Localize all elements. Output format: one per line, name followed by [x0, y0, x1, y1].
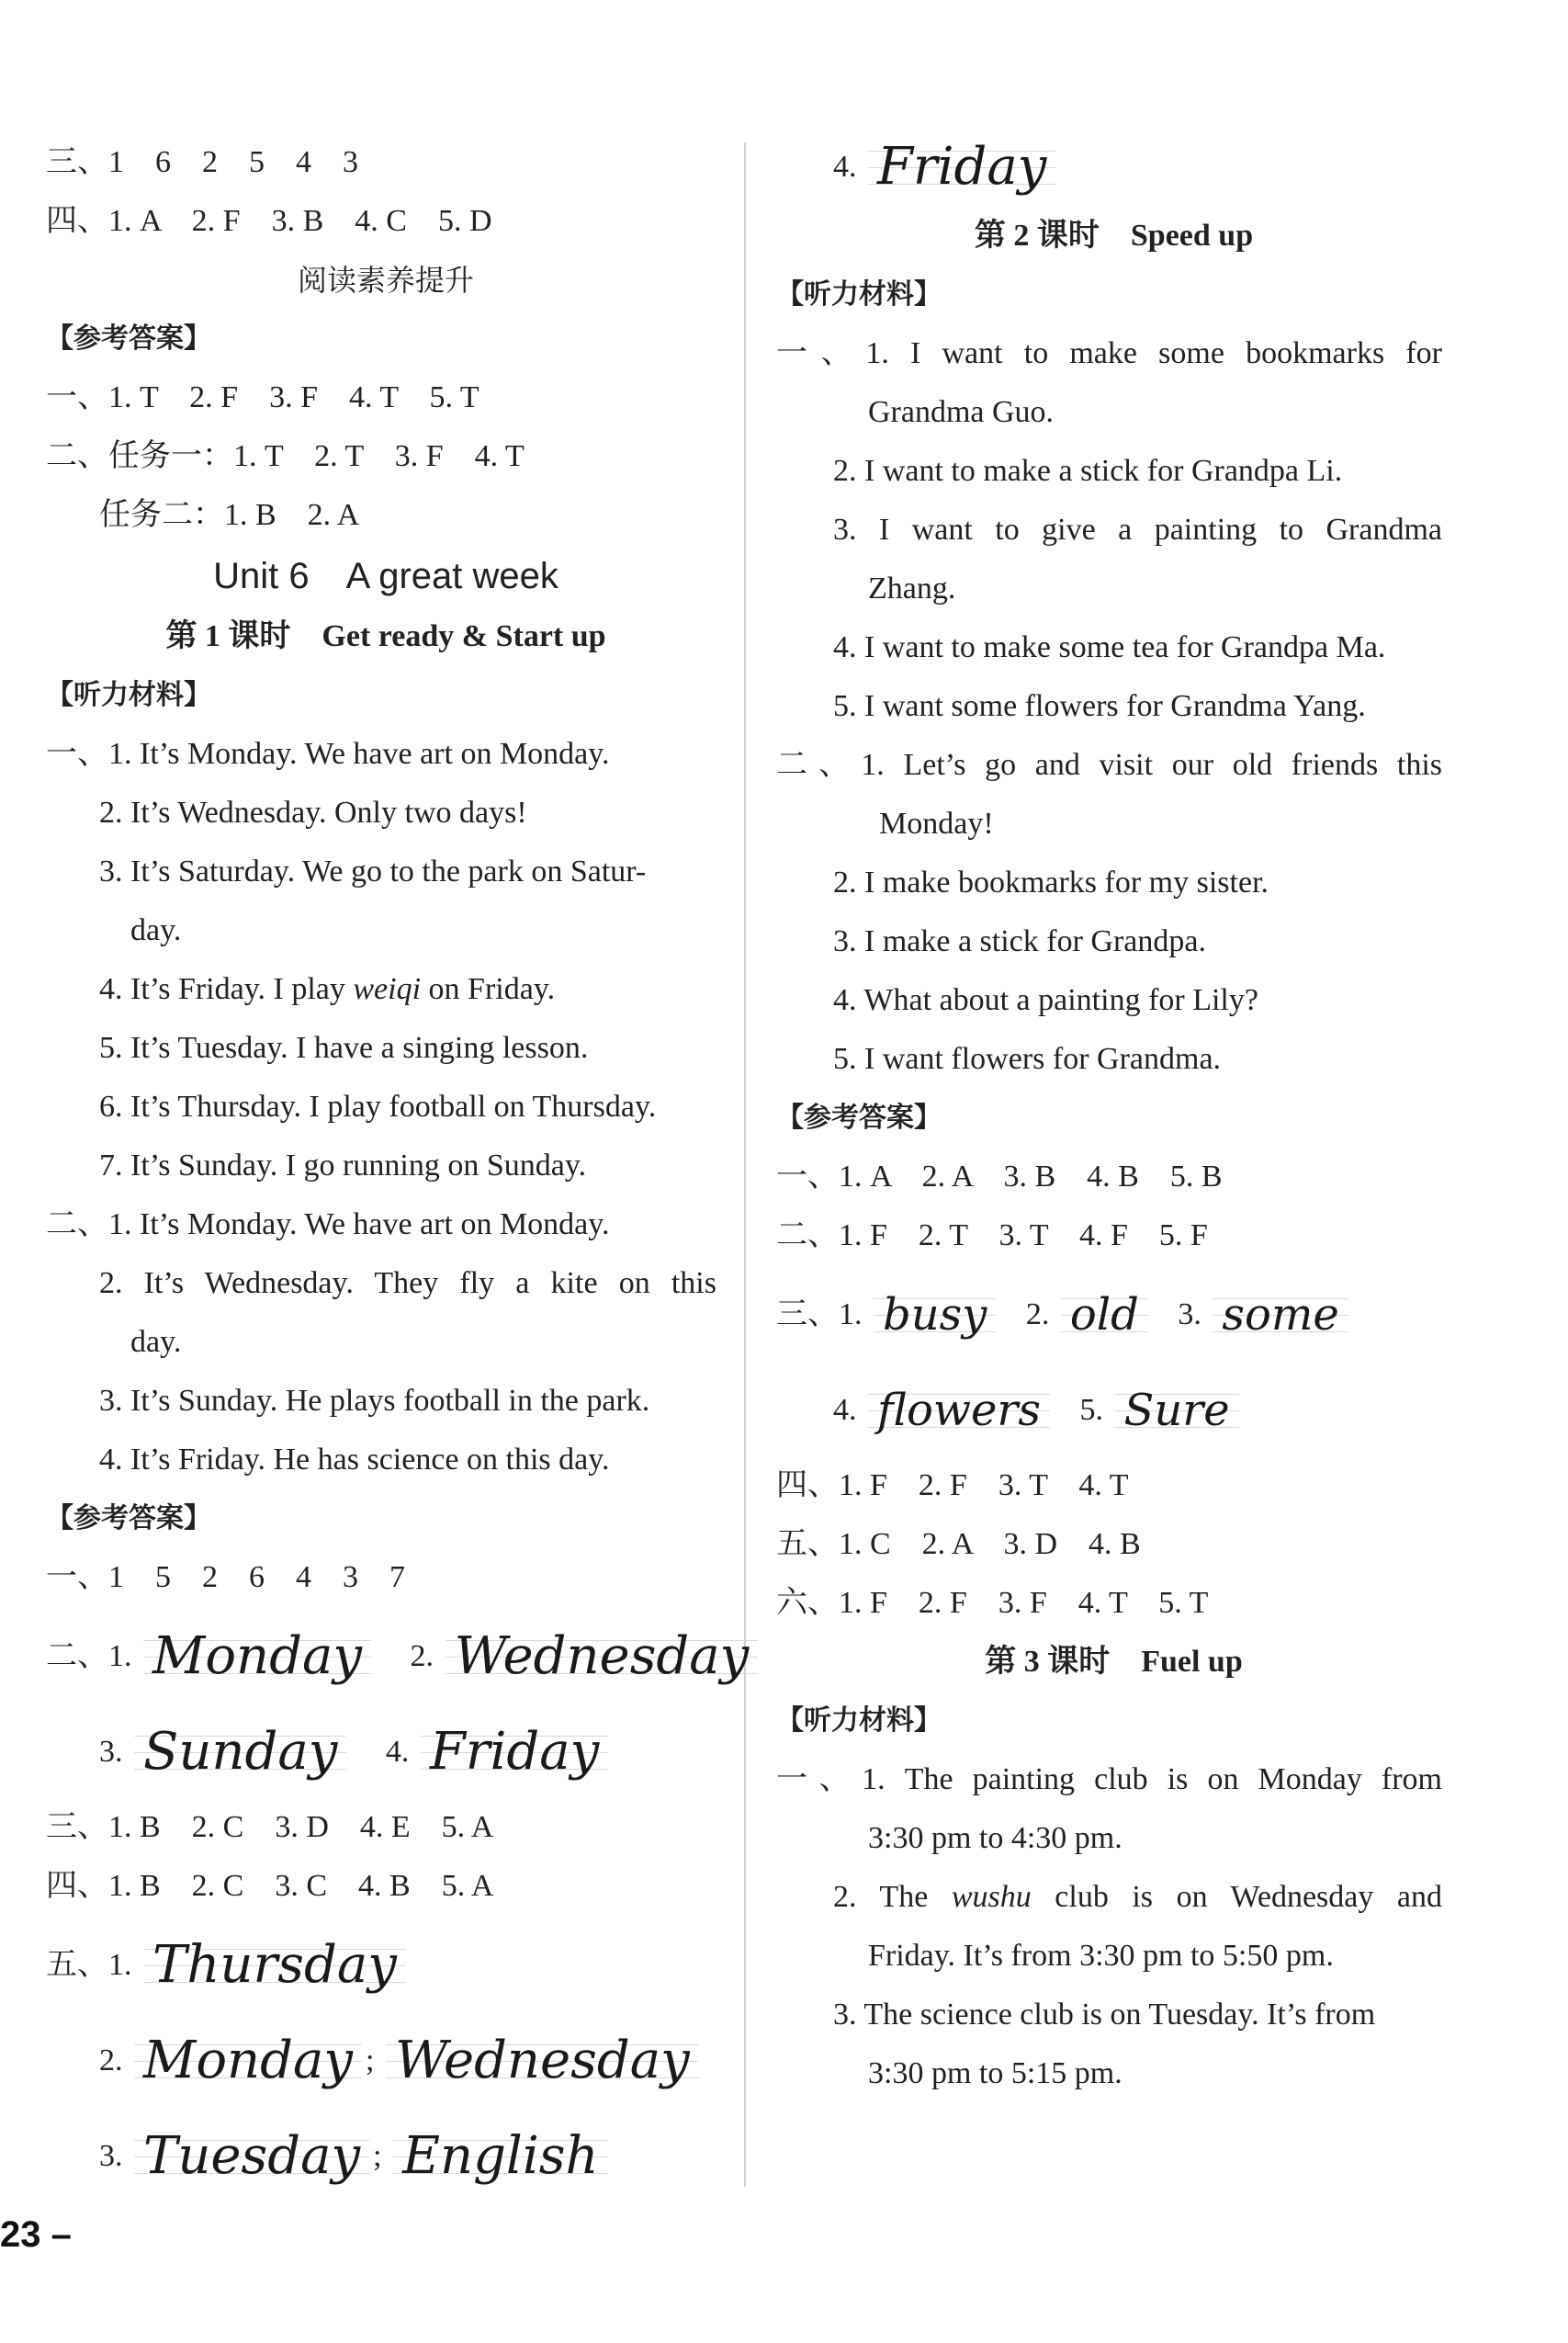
answer-line: 四、1. F 2. F 3. T 4. T [776, 1468, 1129, 1502]
text-span: 2. The [833, 1880, 952, 1914]
page-number: 23 – [0, 2214, 72, 2255]
answer-line: 五、1. C 2. A 3. D 4. B [776, 1527, 1141, 1561]
handwriting-row [46, 2011, 726, 2107]
lesson-title: 第 2 课时 Speed up [974, 219, 1254, 253]
handwritten-answer: Friday [421, 1720, 608, 1784]
listening-sentence [46, 960, 726, 1019]
handwriting-row [776, 1265, 1451, 1361]
answer-line: 四、1. B 2. C 3. C 4. B 5. A [46, 1869, 494, 1903]
italic-word: wushu [951, 1880, 1032, 1914]
question-number: 3. [99, 2139, 123, 2174]
left-column [46, 133, 750, 2202]
question-number: 4. [833, 150, 857, 185]
listening-sentence: day. [130, 1325, 182, 1359]
handwritten-answer: old [1061, 1283, 1148, 1347]
handwritten-answer: flowers [868, 1378, 1050, 1443]
handwritten-answer: Tuesday [134, 2124, 369, 2189]
listening-sentence: Grandma Guo. [868, 395, 1055, 429]
listening-label: 【听力材料】 [776, 1704, 942, 1737]
answer-line: 任务二：1. B 2. A [99, 498, 360, 532]
question-number: 三、1. [776, 1297, 863, 1332]
handwritten-answer: Wednesday [446, 1624, 759, 1689]
text-span: on Friday. [421, 972, 556, 1006]
answer-line: 四、1. A 2. F 3. B 4. C 5. D [46, 204, 492, 238]
answer-key-label: 【参考答案】 [776, 1102, 942, 1134]
unit-title: Unit 6 A great week [213, 556, 558, 596]
answer-line: 一、1. A 2. A 3. B 4. B 5. B [776, 1160, 1223, 1194]
listening-sentence: 7. It’s Sunday. I go running on Sunday. [99, 1149, 587, 1183]
listening-sentence: 一、1. I want to make some bookmarks for [776, 336, 1442, 370]
handwritten-answer: Sure [1114, 1378, 1238, 1443]
handwritten-answer: Monday [143, 1624, 371, 1689]
listening-sentence: 5. It’s Tuesday. I have a singing lesson. [99, 1031, 589, 1065]
question-number: 4. [833, 1393, 857, 1428]
listening-sentence: 3. I make a stick for Grandpa. [833, 924, 1206, 958]
question-number: 2. [99, 2043, 123, 2078]
answer-line: 一、1 5 2 6 4 3 7 [46, 1560, 405, 1594]
handwriting-row [46, 2107, 726, 2202]
listening-sentence: 2. It’s Wednesday. They fly a kite on this [99, 1266, 716, 1300]
listening-sentence: 一、1. The painting club is on Monday from [776, 1762, 1442, 1796]
handwriting-row [46, 1703, 726, 1798]
answer-key-label: 【参考答案】 [46, 1502, 211, 1534]
question-number: 5. [1079, 1393, 1103, 1428]
listening-sentence: 2. It’s Wednesday. Only two days! [99, 796, 527, 830]
question-number: 2. [410, 1639, 434, 1674]
handwriting-row [776, 1361, 1451, 1456]
handwritten-answer: Sunday [134, 1720, 346, 1784]
answer-key-label: 【参考答案】 [46, 323, 211, 355]
listening-sentence: 二、1. Let’s go and visit our old friends this [776, 748, 1442, 782]
lesson-title: 第 3 课时 Fuel up [985, 1645, 1243, 1679]
listening-sentence: 5. I want flowers for Grandma. [833, 1042, 1222, 1076]
question-number: 2. [1025, 1297, 1050, 1332]
separator: ; [373, 2139, 382, 2174]
text-span: club is on Wednesday and [1031, 1880, 1442, 1914]
listening-sentence: 5. I want some flowers for Grandma Yang. [833, 689, 1366, 723]
column-divider [744, 142, 746, 2187]
handwritten-answer: Wednesday [386, 2029, 699, 2093]
question-number: 3. [1178, 1297, 1201, 1332]
listening-sentence: day. [130, 913, 182, 947]
listening-sentence: 3. I want to give a painting to Grandma [833, 513, 1442, 547]
handwritten-answer: Thursday [143, 1933, 406, 1998]
answer-line: 三、1 6 2 5 4 3 [46, 145, 358, 179]
answer-line: 六、1. F 2. F 3. F 4. T 5. T [776, 1586, 1209, 1620]
answer-line: 三、1. B 2. C 3. D 4. E 5. A [46, 1810, 494, 1844]
listening-sentence [776, 1868, 1451, 1927]
question-number: 二、1. [46, 1639, 132, 1674]
question-number: 4. [385, 1735, 410, 1770]
listening-sentence: 3. The science club is on Tuesday. It’s from [833, 1998, 1376, 2032]
right-column [776, 124, 1451, 2103]
handwritten-answer: English [393, 2124, 607, 2189]
question-number: 3. [99, 1735, 123, 1770]
handwritten-answer: some [1213, 1283, 1348, 1347]
handwritten-answer: busy [874, 1283, 996, 1347]
listening-sentence: 4. I want to make some tea for Grandpa Ma. [833, 630, 1386, 664]
answer-line: 二、1. F 2. T 3. T 4. F 5. F [776, 1218, 1208, 1252]
handwriting-row [776, 124, 1451, 207]
listening-sentence: 2. I want to make a stick for Grandpa Li. [833, 454, 1343, 488]
italic-word: weiqi [353, 972, 422, 1006]
listening-sentence: 二、1. It’s Monday. We have art on Monday. [46, 1207, 610, 1241]
lesson-title: 第 1 课时 Get ready & Start up [165, 619, 606, 653]
listening-sentence: 一、1. It’s Monday. We have art on Monday. [46, 737, 610, 771]
listening-sentence: Friday. It’s from 3:30 pm to 5:50 pm. [868, 1939, 1334, 1973]
handwritten-answer: Monday [134, 2029, 362, 2093]
listening-sentence: 6. It’s Thursday. I play football on Thursday. [99, 1090, 657, 1124]
listening-sentence: 4. It’s Friday. He has science on this day. [99, 1443, 610, 1477]
text-span: 4. It’s Friday. I play [99, 972, 354, 1006]
listening-sentence: 3:30 pm to 4:30 pm. [868, 1821, 1122, 1855]
handwriting-row [46, 1607, 750, 1703]
listening-label: 【听力材料】 [46, 679, 211, 711]
question-number: 五、1. [46, 1948, 132, 1983]
listening-sentence: 3. It’s Sunday. He plays football in the park. [99, 1384, 650, 1418]
listening-sentence: 4. What about a painting for Lily? [833, 983, 1258, 1017]
handwritten-answer: Friday [868, 135, 1055, 199]
handwriting-row [46, 1916, 726, 2011]
listening-sentence: Zhang. [868, 572, 956, 606]
listening-sentence: 3:30 pm to 5:15 pm. [868, 2056, 1122, 2090]
answer-line: 二、任务一：1. T 2. T 3. F 4. T [46, 439, 525, 473]
listening-sentence: Monday! [879, 807, 994, 841]
answer-line: 一、1. T 2. F 3. F 4. T 5. T [46, 380, 479, 414]
listening-sentence: 3. It’s Saturday. We go to the park on Satur- [99, 855, 647, 889]
listening-sentence: 2. I make bookmarks for my sister. [833, 866, 1269, 900]
separator: ; [366, 2043, 375, 2078]
reading-section-title: 阅读素养提升 [297, 263, 474, 298]
listening-label: 【听力材料】 [776, 278, 942, 311]
